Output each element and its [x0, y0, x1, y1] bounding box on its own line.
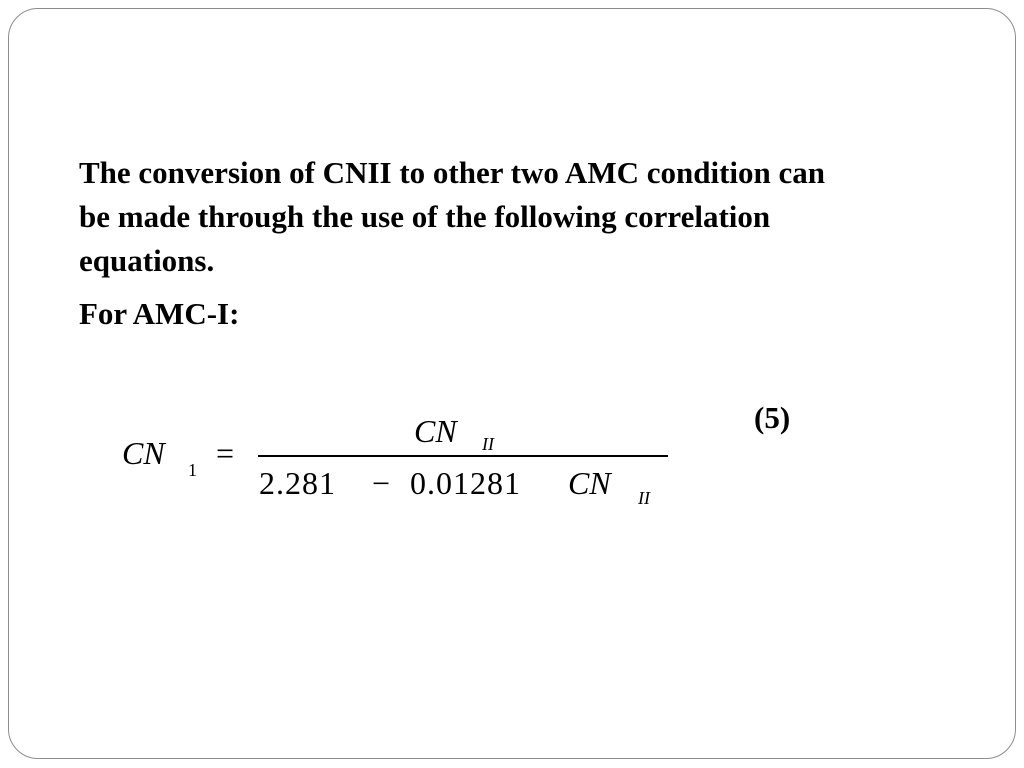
intro-paragraph	[79, 151, 839, 283]
denominator-coefficient: 0.01281	[410, 465, 521, 501]
denominator-minus: −	[372, 465, 391, 501]
lhs-symbol: CN	[122, 435, 165, 471]
correlation-formula	[118, 400, 688, 520]
denominator-subscript: II	[638, 488, 650, 508]
denominator-symbol: CN	[568, 465, 611, 501]
amc-i-label: For AMC-I:	[79, 296, 240, 331]
slide-frame	[8, 8, 1016, 759]
numerator-subscript: II	[482, 434, 494, 454]
denominator-constant: 2.281	[259, 465, 336, 501]
formula-svg	[118, 400, 688, 520]
intro-text: The conversion of CNII to other two AMC condition can be made through the use of the following correlation equations.	[79, 155, 825, 278]
equals-sign: =	[216, 435, 235, 471]
lhs-subscript: 1	[188, 460, 197, 480]
equation-number: (5)	[754, 400, 791, 435]
numerator-symbol: CN	[414, 413, 457, 449]
